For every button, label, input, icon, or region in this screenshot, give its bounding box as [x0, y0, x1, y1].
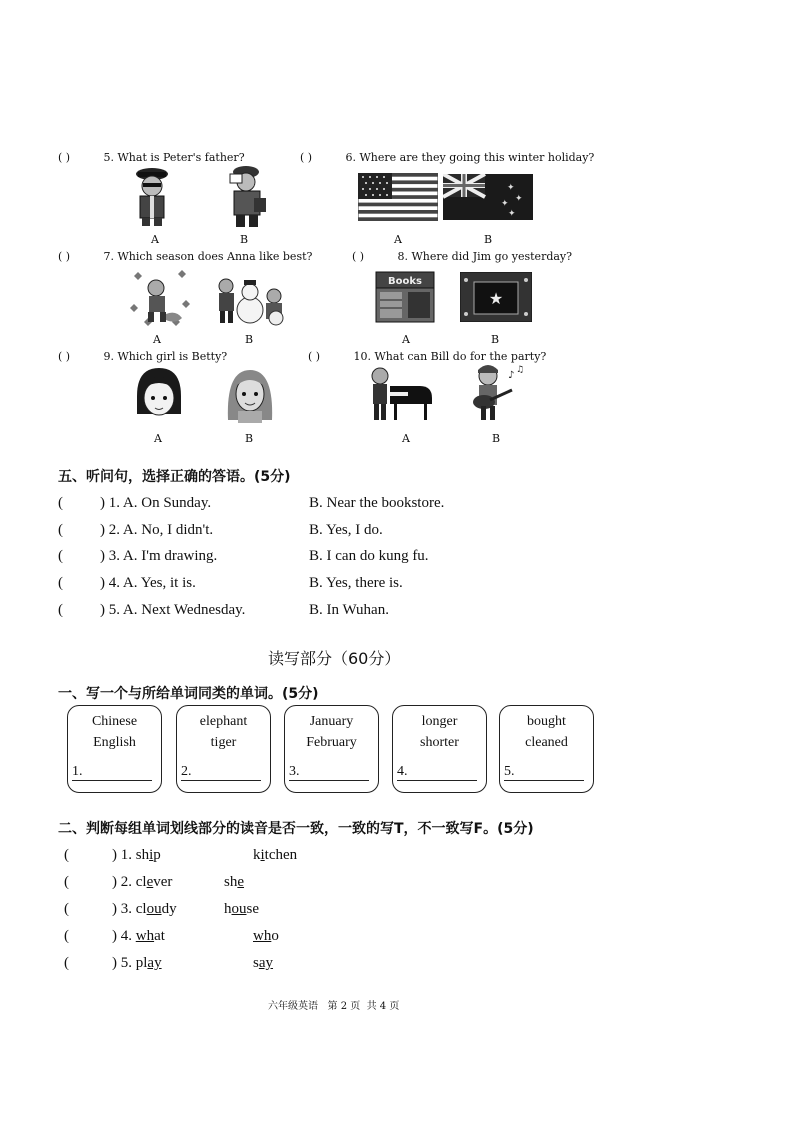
question-text: 7. Which season does Anna like best? [103, 250, 313, 263]
new-zealand-flag-picture [443, 174, 533, 220]
short-hair-girl-picture [133, 366, 185, 422]
answer-paren[interactable]: ( [58, 602, 63, 618]
answer-blank[interactable]: 1. [72, 764, 152, 781]
word-1: Chinese [91, 714, 138, 729]
pron-item-2 [64, 874, 172, 891]
word-box-1 [67, 705, 162, 793]
rw1-title: 一、写一个与所给单词同类的单词。(5分) [58, 686, 319, 702]
word-1: bought [527, 714, 566, 729]
svg-text:✦: ✦ [508, 209, 516, 219]
answer-paren[interactable]: ( ) [300, 151, 313, 164]
s5-item-2 [58, 522, 213, 539]
option-a-label: A [151, 233, 159, 246]
piano-picture [368, 364, 434, 424]
question-7 [58, 250, 312, 263]
answer-paren[interactable]: ( [64, 928, 69, 944]
item-number: ) 5. [112, 955, 132, 971]
question-text: 5. What is Peter's father? [103, 151, 245, 164]
word-a: clever [135, 874, 173, 890]
option-a: ) 3. A. I'm drawing. [100, 548, 218, 564]
word-2: February [306, 735, 357, 750]
pron-item-1 [64, 847, 161, 864]
item-number: ) 2. [112, 874, 132, 890]
s5-item-5 [58, 602, 245, 619]
word-2: tiger [210, 735, 237, 750]
answer-paren[interactable]: ( ) [308, 350, 321, 363]
question-6 [300, 151, 594, 164]
pilot-picture [132, 166, 172, 228]
answer-blank[interactable]: 2. [181, 764, 261, 781]
answer-blank[interactable]: 3. [289, 764, 369, 781]
question-text: 10. What can Bill do for the party? [353, 350, 547, 363]
svg-text:★: ★ [488, 289, 504, 308]
pron-item-4 [64, 928, 165, 945]
option-a: ) 1. A. On Sunday. [100, 495, 212, 511]
answer-paren[interactable]: ( ) [58, 151, 71, 164]
bookstore-picture [374, 270, 436, 324]
svg-text:♪: ♪ [508, 370, 515, 381]
answer-paren[interactable]: ( [58, 495, 63, 511]
s5-item-3-option-b: B. I can do kung fu. [309, 548, 429, 564]
svg-text:✦: ✦ [501, 199, 509, 209]
option-a-label: A [402, 333, 410, 346]
word-a: ship [135, 847, 161, 863]
answer-paren[interactable]: ( ) [58, 350, 71, 363]
answer-paren[interactable]: ( [64, 955, 69, 971]
question-text: 9. Which girl is Betty? [103, 350, 228, 363]
word-1: elephant [199, 714, 248, 729]
pron-item-2-word-b: she [224, 874, 245, 890]
cinema-picture [460, 272, 532, 322]
snowman-picture [214, 272, 286, 328]
word-a: play [135, 955, 162, 971]
answer-paren[interactable]: ( [58, 575, 63, 591]
option-b-label: B [491, 432, 501, 445]
s5-item-2-option-b: B. Yes, I do. [309, 522, 383, 538]
guitar-picture [468, 362, 526, 424]
word-1: longer [421, 714, 458, 729]
option-a-label: A [402, 432, 410, 445]
question-9 [58, 350, 227, 363]
item-number: ) 1. [112, 847, 132, 863]
long-hair-girl-picture [224, 366, 276, 424]
answer-blank[interactable]: 5. [504, 764, 584, 781]
pron-item-3 [64, 901, 177, 918]
word-a: what [135, 928, 165, 944]
option-b-label: B [239, 233, 249, 246]
s5-item-1 [58, 495, 211, 512]
pron-item-4-word-b: who [253, 928, 279, 944]
s5-item-3 [58, 548, 217, 565]
svg-text:✦: ✦ [515, 194, 523, 204]
page-footer: 六年级英语 第 2 页 共 4 页 [268, 1001, 400, 1012]
reading-writing-title: 读写部分（60分） [268, 649, 401, 668]
autumn-leaves-picture [126, 268, 192, 330]
word-box-5 [499, 705, 594, 793]
word-2: shorter [420, 735, 459, 750]
word-box-2 [176, 705, 271, 793]
pron-item-5 [64, 955, 162, 972]
option-a: ) 2. A. No, I didn't. [100, 522, 214, 538]
answer-paren[interactable]: ( [64, 901, 69, 917]
section5-title: 五、听问句，选择正确的答语。(5分) [58, 469, 291, 485]
question-8 [352, 250, 572, 263]
svg-text:✦: ✦ [507, 183, 515, 193]
word-2: English [93, 735, 136, 750]
option-a-label: A [154, 432, 162, 445]
answer-paren[interactable]: ( ) [352, 250, 365, 263]
option-a: ) 4. A. Yes, it is. [100, 575, 196, 591]
option-b-label: B [490, 333, 500, 346]
option-b-label: B [483, 233, 493, 246]
word-box-4 [392, 705, 487, 793]
s5-item-1-option-b: B. Near the bookstore. [309, 495, 445, 511]
word-a: cloudy [135, 901, 177, 917]
s5-item-4 [58, 575, 196, 592]
answer-paren[interactable]: ( [64, 874, 69, 890]
option-b-label: B [244, 333, 254, 346]
rw2-title: 二、判断每组单词划线部分的读音是否一致，一致的写T，不一致写F。(5分) [58, 821, 534, 837]
s5-item-4-option-b: B. Yes, there is. [309, 575, 403, 591]
answer-paren[interactable]: ( [64, 847, 69, 863]
question-text: 6. Where are they going this winter holiday? [345, 151, 595, 164]
option-a-label: A [153, 333, 161, 346]
pron-item-3-word-b: house [224, 901, 259, 917]
option-a: ) 5. A. Next Wednesday. [100, 602, 246, 618]
pron-item-5-word-b: say [253, 955, 274, 971]
answer-paren[interactable]: ( [58, 548, 63, 564]
question-text: 8. Where did Jim go yesterday? [397, 250, 573, 263]
word-1: January [309, 714, 354, 729]
answer-paren[interactable]: ( [58, 522, 63, 538]
pron-item-1-word-b: kitchen [253, 847, 298, 863]
option-b-label: B [244, 432, 254, 445]
word-2: cleaned [525, 735, 568, 750]
svg-text:♫: ♫ [516, 365, 525, 375]
postman-picture [226, 164, 270, 230]
option-a-label: A [394, 233, 402, 246]
answer-blank[interactable]: 4. [397, 764, 477, 781]
question-5 [58, 151, 245, 164]
answer-paren[interactable]: ( ) [58, 250, 71, 263]
books-sign: Books [388, 276, 422, 287]
item-number: ) 3. [112, 901, 132, 917]
s5-item-5-option-b: B. In Wuhan. [309, 602, 389, 618]
item-number: ) 4. [112, 928, 132, 944]
word-box-3 [284, 705, 379, 793]
usa-flag-picture [358, 173, 438, 221]
